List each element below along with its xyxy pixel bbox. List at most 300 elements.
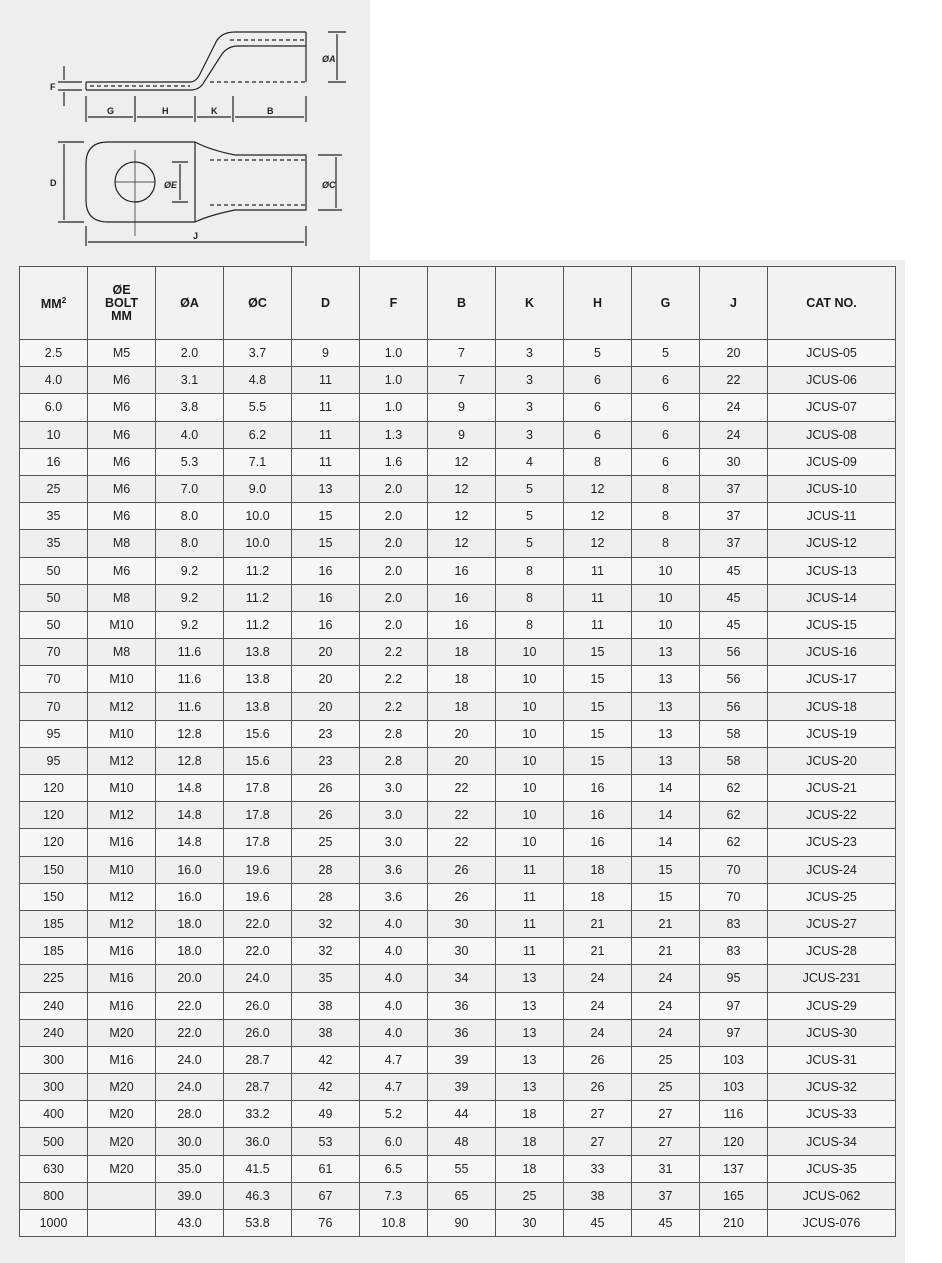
table-cell: 4.8: [224, 367, 292, 394]
table-cell: 120: [20, 829, 88, 856]
label-b: B: [267, 106, 274, 116]
table-cell: 12: [428, 530, 496, 557]
table-cell: 11: [564, 557, 632, 584]
table-cell: 13: [632, 666, 700, 693]
table-cell: 34: [428, 965, 496, 992]
table-cell: 13: [496, 1019, 564, 1046]
table-cell: 103: [700, 1046, 768, 1073]
table-cell: 53.8: [224, 1210, 292, 1237]
table-cell: 26: [564, 1074, 632, 1101]
table-cell: 24: [632, 992, 700, 1019]
table-cell: 5: [496, 530, 564, 557]
table-cell: 14.8: [156, 775, 224, 802]
table-cell: JCUS-08: [768, 421, 896, 448]
table-cell: 39.0: [156, 1182, 224, 1209]
table-cell: 24: [700, 421, 768, 448]
table-cell: 24.0: [156, 1074, 224, 1101]
table-cell: 3: [496, 367, 564, 394]
table-cell: 4.0: [360, 992, 428, 1019]
table-cell: 35: [20, 530, 88, 557]
table-cell: 22: [428, 775, 496, 802]
table-cell: 6.0: [360, 1128, 428, 1155]
table-cell: 28: [292, 883, 360, 910]
table-cell: 62: [700, 829, 768, 856]
table-cell: 13: [496, 1046, 564, 1073]
table-cell: 240: [20, 992, 88, 1019]
table-cell: 8: [496, 584, 564, 611]
table-cell: M6: [88, 448, 156, 475]
table-cell: 9: [428, 394, 496, 421]
table-cell: 32: [292, 938, 360, 965]
table-cell: JCUS-19: [768, 720, 896, 747]
table-cell: JCUS-14: [768, 584, 896, 611]
table-row: [20, 666, 896, 693]
table-cell: 120: [20, 802, 88, 829]
table-cell: JCUS-07: [768, 394, 896, 421]
table-cell: 2.0: [360, 503, 428, 530]
table-cell: 16: [292, 584, 360, 611]
table-cell: JCUS-11: [768, 503, 896, 530]
header-k: K: [496, 267, 564, 340]
table-cell: JCUS-24: [768, 856, 896, 883]
table-cell: 28.7: [224, 1074, 292, 1101]
table-cell: JCUS-22: [768, 802, 896, 829]
table-cell: JCUS-28: [768, 938, 896, 965]
table-cell: M16: [88, 965, 156, 992]
table-cell: 13: [632, 693, 700, 720]
table-cell: 5: [632, 340, 700, 367]
table-cell: JCUS-17: [768, 666, 896, 693]
table-cell: 95: [20, 747, 88, 774]
table-cell: 7.0: [156, 475, 224, 502]
table-cell: 27: [632, 1101, 700, 1128]
table-cell: 95: [20, 720, 88, 747]
table-cell: 17.8: [224, 775, 292, 802]
table-cell: 37: [700, 503, 768, 530]
table-cell: JCUS-29: [768, 992, 896, 1019]
table-cell: 16: [564, 775, 632, 802]
table-cell: 18: [428, 666, 496, 693]
table-cell: 61: [292, 1155, 360, 1182]
table-cell: 18.0: [156, 910, 224, 937]
table-cell: 8: [496, 611, 564, 638]
table-cell: 3.7: [224, 340, 292, 367]
table-cell: 6.2: [224, 421, 292, 448]
table-cell: 4.0: [20, 367, 88, 394]
table-cell: M20: [88, 1019, 156, 1046]
table-cell: 16: [20, 448, 88, 475]
table-row: [20, 1101, 896, 1128]
table-cell: 19.6: [224, 856, 292, 883]
table-cell: 1000: [20, 1210, 88, 1237]
table-cell: 70: [20, 666, 88, 693]
table-cell: 5: [496, 503, 564, 530]
table-cell: 9: [428, 421, 496, 448]
table-cell: 25: [292, 829, 360, 856]
table-cell: 16: [564, 802, 632, 829]
table-header-row: [20, 267, 896, 340]
table-cell: 18: [428, 639, 496, 666]
table-cell: 10.8: [360, 1210, 428, 1237]
spec-table-panel: [0, 260, 905, 1263]
table-cell: 10: [496, 747, 564, 774]
table-cell: JCUS-30: [768, 1019, 896, 1046]
table-cell: 3.6: [360, 883, 428, 910]
table-cell: 9.2: [156, 584, 224, 611]
table-cell: 14: [632, 829, 700, 856]
table-row: [20, 367, 896, 394]
table-row: [20, 639, 896, 666]
table-cell: M20: [88, 1155, 156, 1182]
table-row: [20, 747, 896, 774]
table-cell: 28.0: [156, 1101, 224, 1128]
table-cell: 4.7: [360, 1074, 428, 1101]
table-row: [20, 611, 896, 638]
table-cell: 10: [496, 720, 564, 747]
table-cell: 2.2: [360, 666, 428, 693]
header-bolt: ØE BOLT MM: [88, 267, 156, 340]
table-cell: 5.2: [360, 1101, 428, 1128]
table-cell: 10: [496, 639, 564, 666]
table-cell: 30: [496, 1210, 564, 1237]
table-cell: M20: [88, 1101, 156, 1128]
header-mm: $MM^2$: [20, 267, 88, 340]
table-row: [20, 829, 896, 856]
table-cell: 39: [428, 1046, 496, 1073]
table-cell: 38: [292, 1019, 360, 1046]
table-cell: JCUS-25: [768, 883, 896, 910]
table-cell: 11: [564, 611, 632, 638]
table-cell: 23: [292, 720, 360, 747]
header-c: ØC: [224, 267, 292, 340]
table-cell: M10: [88, 611, 156, 638]
table-cell: 18: [496, 1128, 564, 1155]
table-cell: 8: [496, 557, 564, 584]
table-cell: 55: [428, 1155, 496, 1182]
table-cell: 14.8: [156, 802, 224, 829]
table-cell: JCUS-31: [768, 1046, 896, 1073]
table-cell: 10.0: [224, 530, 292, 557]
table-cell: 26: [292, 802, 360, 829]
table-cell: M8: [88, 639, 156, 666]
table-cell: 137: [700, 1155, 768, 1182]
table-row: [20, 1046, 896, 1073]
table-cell: 6: [564, 394, 632, 421]
table-cell: 4.7: [360, 1046, 428, 1073]
table-cell: 15: [292, 530, 360, 557]
table-row: [20, 394, 896, 421]
table-cell: 21: [564, 938, 632, 965]
table-cell: 3.0: [360, 802, 428, 829]
table-cell: 46.3: [224, 1182, 292, 1209]
table-cell: M6: [88, 503, 156, 530]
table-cell: [88, 1210, 156, 1237]
table-row: [20, 775, 896, 802]
table-cell: 25: [632, 1074, 700, 1101]
table-cell: 120: [700, 1128, 768, 1155]
table-cell: 185: [20, 938, 88, 965]
table-cell: 58: [700, 747, 768, 774]
table-cell: 13: [496, 1074, 564, 1101]
table-cell: 22: [428, 802, 496, 829]
table-cell: 11: [292, 394, 360, 421]
table-cell: 70: [700, 883, 768, 910]
table-row: [20, 992, 896, 1019]
table-cell: JCUS-20: [768, 747, 896, 774]
table-cell: 8: [632, 530, 700, 557]
table-cell: JCUS-13: [768, 557, 896, 584]
table-cell: 5: [564, 340, 632, 367]
table-cell: M12: [88, 747, 156, 774]
table-cell: 27: [564, 1128, 632, 1155]
table-cell: 2.0: [156, 340, 224, 367]
table-cell: 4.0: [360, 1019, 428, 1046]
table-cell: 225: [20, 965, 88, 992]
table-row: [20, 503, 896, 530]
table-cell: 13: [496, 992, 564, 1019]
table-cell: 35: [20, 503, 88, 530]
table-row: [20, 1019, 896, 1046]
table-cell: 16.0: [156, 856, 224, 883]
table-cell: 26: [564, 1046, 632, 1073]
table-row: [20, 1182, 896, 1209]
table-cell: 38: [292, 992, 360, 1019]
table-cell: M10: [88, 775, 156, 802]
table-cell: JCUS-21: [768, 775, 896, 802]
table-cell: 95: [700, 965, 768, 992]
label-d: D: [50, 178, 57, 188]
table-cell: 24: [564, 965, 632, 992]
table-cell: 65: [428, 1182, 496, 1209]
spec-table: [19, 266, 896, 1237]
table-cell: 300: [20, 1074, 88, 1101]
table-cell: 12.8: [156, 720, 224, 747]
table-cell: 2.8: [360, 747, 428, 774]
table-cell: 26: [292, 775, 360, 802]
table-cell: M6: [88, 475, 156, 502]
table-cell: [88, 1182, 156, 1209]
table-cell: 8: [632, 503, 700, 530]
table-cell: 22.0: [224, 910, 292, 937]
label-e: ØE: [164, 180, 178, 190]
table-cell: 2.0: [360, 530, 428, 557]
table-cell: M12: [88, 883, 156, 910]
table-cell: M12: [88, 693, 156, 720]
table-cell: JCUS-09: [768, 448, 896, 475]
header-g: G: [632, 267, 700, 340]
table-cell: 7: [428, 340, 496, 367]
table-cell: 97: [700, 992, 768, 1019]
table-row: [20, 856, 896, 883]
table-cell: 12: [428, 503, 496, 530]
table-row: [20, 720, 896, 747]
table-row: [20, 883, 896, 910]
table-cell: 18: [496, 1101, 564, 1128]
table-cell: 70: [20, 639, 88, 666]
table-cell: 4.0: [360, 910, 428, 937]
table-cell: 15: [632, 883, 700, 910]
table-cell: 26: [428, 856, 496, 883]
table-cell: 10: [632, 557, 700, 584]
table-cell: M6: [88, 367, 156, 394]
table-cell: 67: [292, 1182, 360, 1209]
table-cell: 18: [496, 1155, 564, 1182]
table-cell: 2.0: [360, 584, 428, 611]
table-cell: 50: [20, 584, 88, 611]
table-cell: 20: [292, 639, 360, 666]
table-cell: M8: [88, 584, 156, 611]
table-row: [20, 1074, 896, 1101]
table-cell: 11: [292, 367, 360, 394]
table-cell: 10: [632, 584, 700, 611]
table-cell: 19.6: [224, 883, 292, 910]
table-cell: 45: [700, 611, 768, 638]
table-cell: 15: [564, 720, 632, 747]
table-cell: 10: [496, 829, 564, 856]
table-cell: 35.0: [156, 1155, 224, 1182]
table-cell: 630: [20, 1155, 88, 1182]
table-row: [20, 693, 896, 720]
table-cell: 13: [632, 747, 700, 774]
table-cell: 32: [292, 910, 360, 937]
table-cell: 9.2: [156, 611, 224, 638]
table-cell: 14: [632, 775, 700, 802]
label-c: ØC: [322, 180, 336, 190]
table-cell: 15: [564, 666, 632, 693]
table-cell: 3.0: [360, 829, 428, 856]
table-cell: M10: [88, 720, 156, 747]
table-cell: 15: [564, 639, 632, 666]
table-cell: 24: [632, 965, 700, 992]
table-cell: 2.0: [360, 557, 428, 584]
table-cell: 800: [20, 1182, 88, 1209]
table-cell: 6.5: [360, 1155, 428, 1182]
header-d: D: [292, 267, 360, 340]
table-cell: 4.0: [360, 938, 428, 965]
table-cell: 3.8: [156, 394, 224, 421]
table-cell: 9.0: [224, 475, 292, 502]
table-cell: 36.0: [224, 1128, 292, 1155]
table-cell: 21: [632, 910, 700, 937]
table-cell: 62: [700, 775, 768, 802]
table-cell: 7.3: [360, 1182, 428, 1209]
table-cell: 28.7: [224, 1046, 292, 1073]
table-cell: 33.2: [224, 1101, 292, 1128]
table-cell: JCUS-34: [768, 1128, 896, 1155]
lug-diagram: [0, 0, 370, 260]
table-cell: 7: [428, 367, 496, 394]
table-cell: 24.0: [224, 965, 292, 992]
table-cell: 70: [20, 693, 88, 720]
table-cell: 1.3: [360, 421, 428, 448]
table-cell: 28: [292, 856, 360, 883]
table-row: [20, 421, 896, 448]
table-cell: M16: [88, 938, 156, 965]
table-cell: 13: [496, 965, 564, 992]
table-cell: M16: [88, 829, 156, 856]
table-cell: 116: [700, 1101, 768, 1128]
table-cell: 16: [428, 611, 496, 638]
table-cell: M6: [88, 421, 156, 448]
table-cell: JCUS-35: [768, 1155, 896, 1182]
label-f: F: [50, 82, 56, 92]
table-cell: 11: [564, 584, 632, 611]
table-cell: M6: [88, 394, 156, 421]
table-cell: JCUS-18: [768, 693, 896, 720]
table-cell: 22.0: [224, 938, 292, 965]
table-cell: 20: [428, 747, 496, 774]
table-cell: 20: [292, 693, 360, 720]
table-cell: 4.0: [156, 421, 224, 448]
table-cell: 20: [292, 666, 360, 693]
table-cell: 18.0: [156, 938, 224, 965]
header-a: ØA: [156, 267, 224, 340]
table-cell: 83: [700, 910, 768, 937]
table-cell: 240: [20, 1019, 88, 1046]
table-cell: 165: [700, 1182, 768, 1209]
table-cell: 1.0: [360, 367, 428, 394]
table-cell: 97: [700, 1019, 768, 1046]
table-cell: 11: [496, 938, 564, 965]
table-cell: 58: [700, 720, 768, 747]
table-cell: 1.6: [360, 448, 428, 475]
table-row: [20, 448, 896, 475]
table-cell: 1.0: [360, 340, 428, 367]
table-cell: 15: [564, 693, 632, 720]
table-cell: JCUS-23: [768, 829, 896, 856]
table-cell: 83: [700, 938, 768, 965]
table-cell: 45: [700, 557, 768, 584]
table-cell: 41.5: [224, 1155, 292, 1182]
table-cell: JCUS-12: [768, 530, 896, 557]
table-cell: 13: [292, 475, 360, 502]
table-cell: 76: [292, 1210, 360, 1237]
table-row: [20, 584, 896, 611]
table-cell: 2.8: [360, 720, 428, 747]
label-j: J: [193, 231, 199, 241]
table-cell: 90: [428, 1210, 496, 1237]
table-cell: 1.0: [360, 394, 428, 421]
table-cell: 10: [496, 693, 564, 720]
table-cell: JCUS-15: [768, 611, 896, 638]
table-cell: 11: [292, 421, 360, 448]
table-cell: 35: [292, 965, 360, 992]
table-cell: 25: [496, 1182, 564, 1209]
table-cell: 6: [632, 367, 700, 394]
table-cell: 50: [20, 611, 88, 638]
table-cell: M20: [88, 1128, 156, 1155]
table-cell: 10: [632, 611, 700, 638]
table-cell: 56: [700, 666, 768, 693]
table-cell: 6: [632, 394, 700, 421]
table-cell: 27: [632, 1128, 700, 1155]
table-cell: 500: [20, 1128, 88, 1155]
table-cell: 103: [700, 1074, 768, 1101]
table-cell: 150: [20, 883, 88, 910]
table-cell: 8: [632, 475, 700, 502]
label-g: G: [107, 106, 115, 116]
table-cell: 18: [564, 856, 632, 883]
table-cell: 24: [564, 992, 632, 1019]
table-cell: M8: [88, 530, 156, 557]
table-cell: 45: [632, 1210, 700, 1237]
table-cell: 400: [20, 1101, 88, 1128]
table-cell: 37: [700, 475, 768, 502]
table-cell: 16: [564, 829, 632, 856]
table-body: [20, 340, 896, 1237]
table-cell: 33: [564, 1155, 632, 1182]
table-cell: JCUS-33: [768, 1101, 896, 1128]
